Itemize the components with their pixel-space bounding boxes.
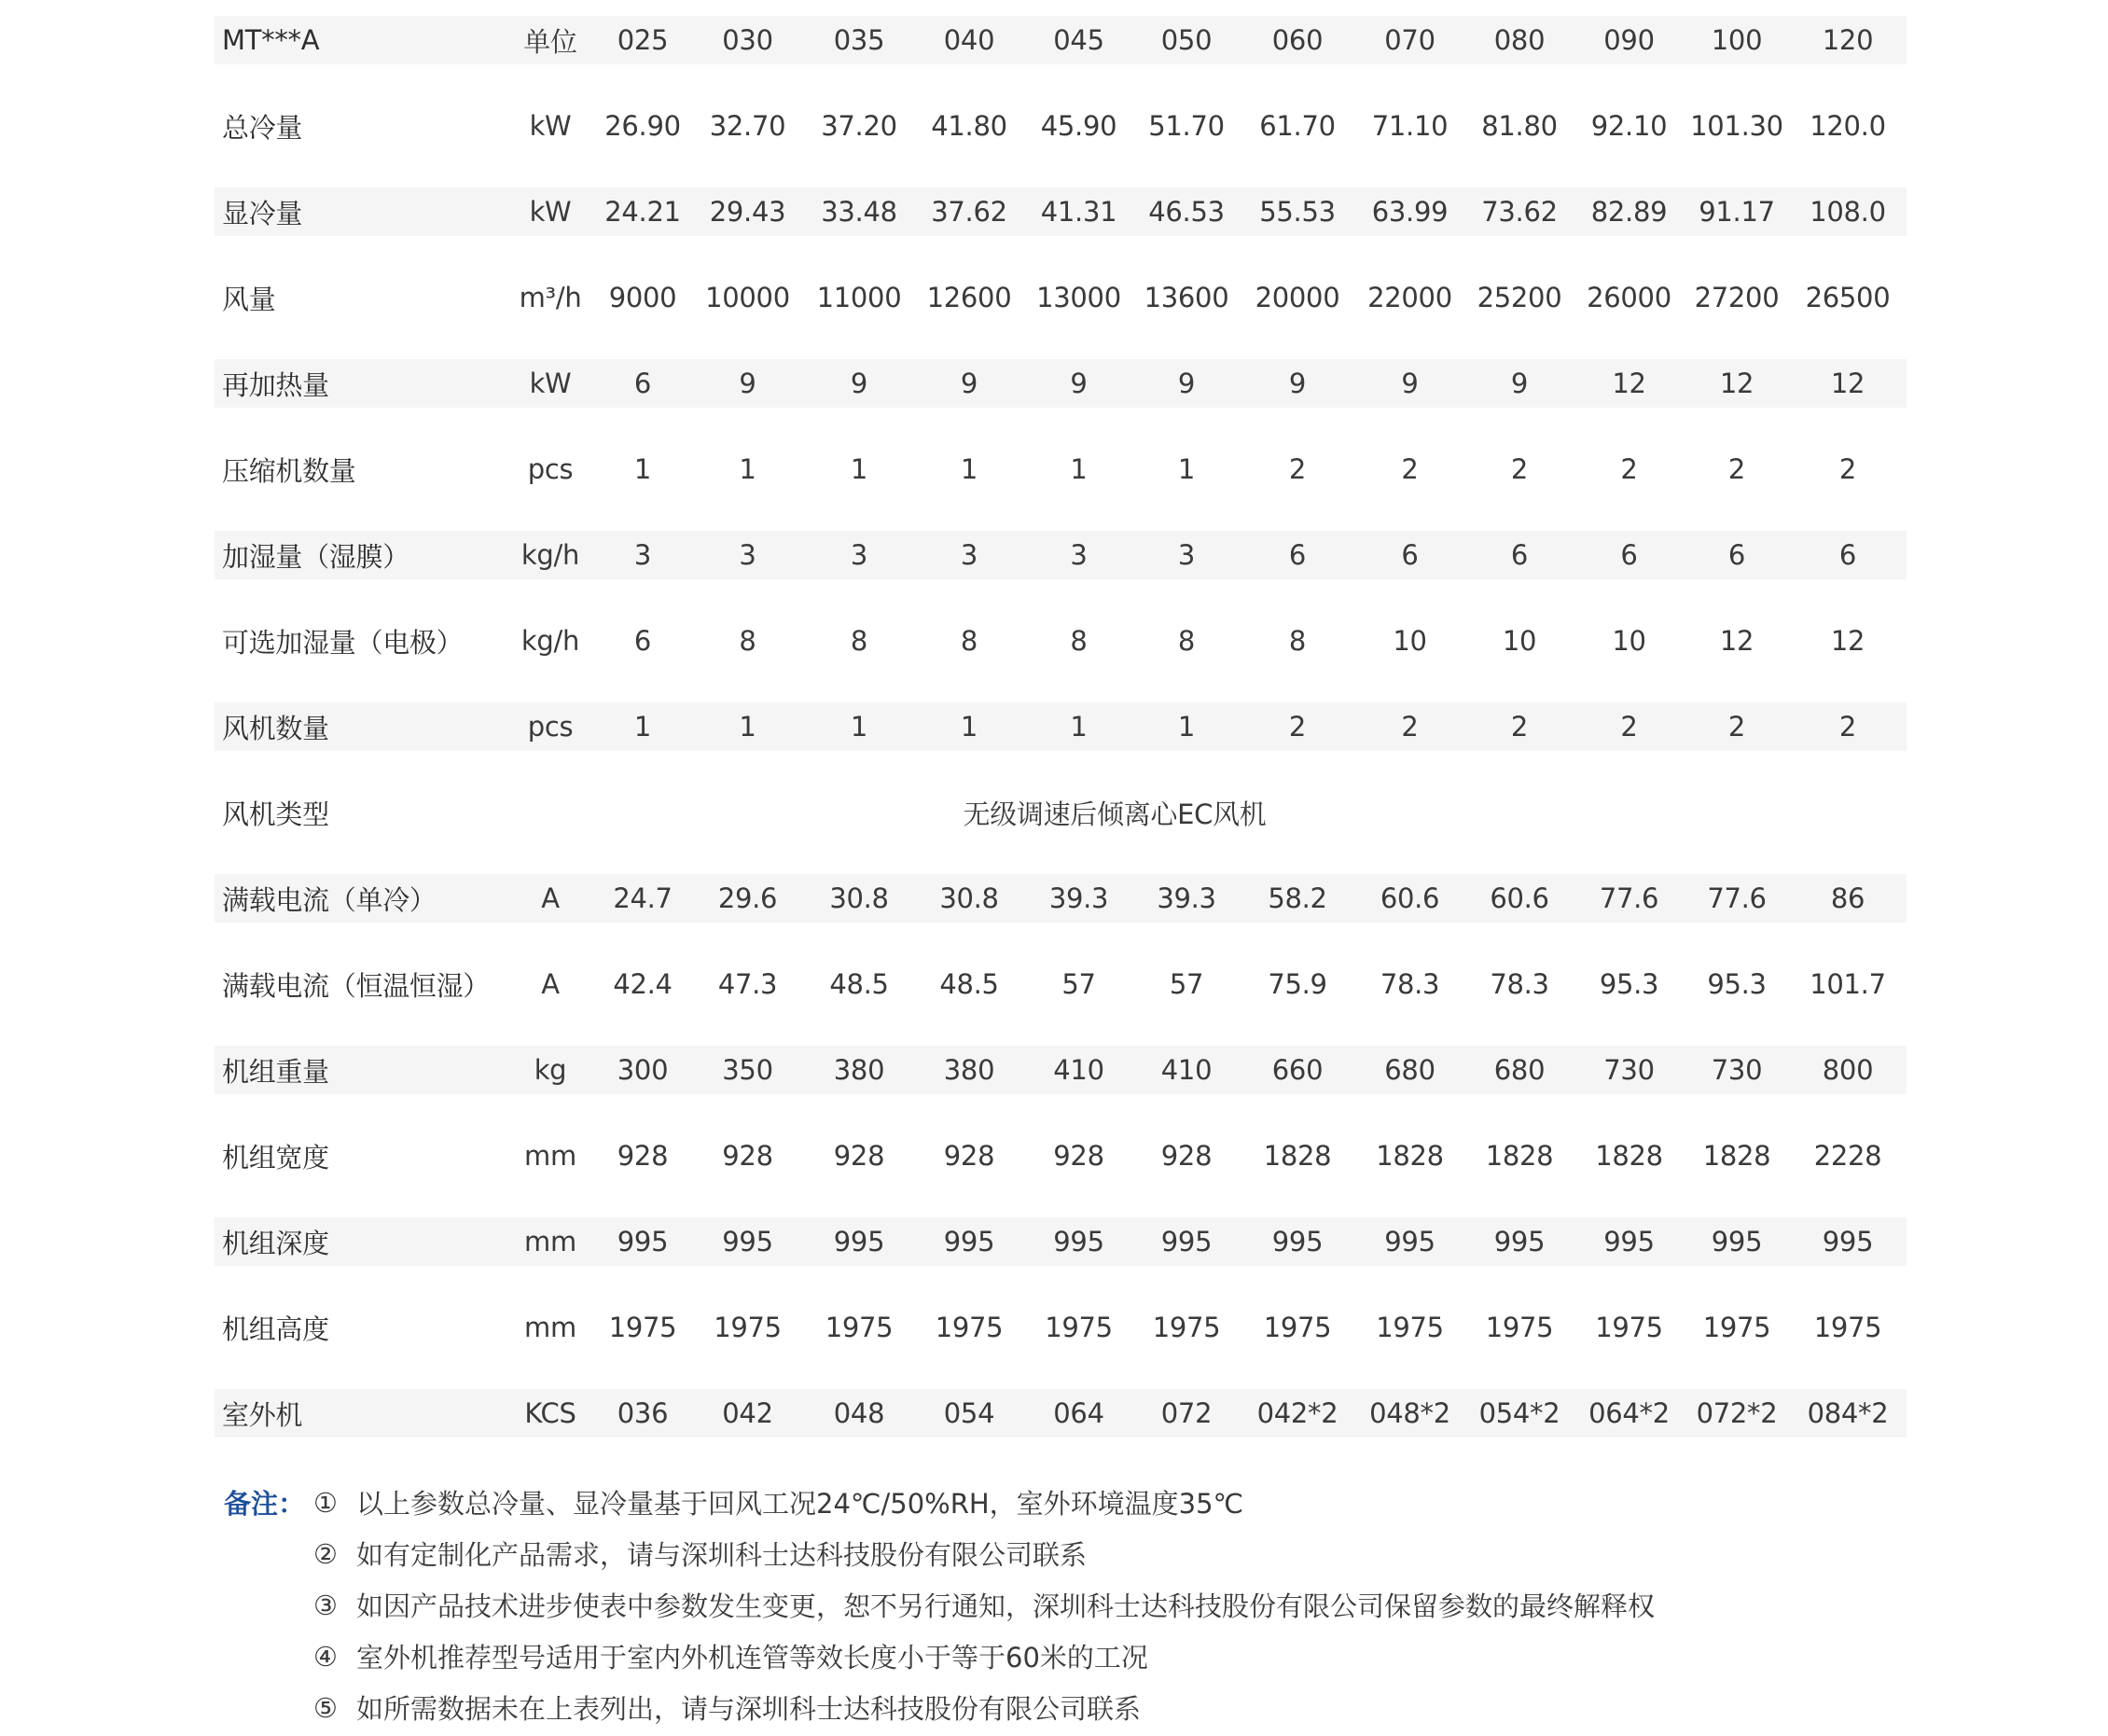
table-row [215, 273, 1907, 322]
row-unit: kW [529, 110, 572, 142]
note-item [224, 1477, 1655, 1528]
note-item [224, 1682, 1655, 1733]
table-cell: 730 [1711, 1054, 1763, 1086]
table-cell: 10 [1612, 625, 1646, 657]
header-model: 080 [1493, 24, 1546, 56]
header-model: 070 [1384, 24, 1435, 56]
table-cell: 800 [1822, 1054, 1874, 1086]
table-cell: 1975 [1045, 1312, 1113, 1343]
table-cell: 39.3 [1157, 882, 1216, 914]
table-cell: 2 [1401, 711, 1419, 743]
table-cell: 928 [943, 1140, 995, 1172]
note-text: 如所需数据未在上表列出，请与深圳科士达科技股份有限公司联系 [356, 1693, 1142, 1725]
note-number: ② [313, 1537, 338, 1570]
table-cell: 9000 [608, 282, 677, 313]
row-label: 可选加湿量（电极） [222, 626, 464, 659]
table-cell: 24.21 [604, 196, 681, 228]
table-cell: 1 [1177, 711, 1196, 743]
table-cell: 60.6 [1490, 882, 1549, 914]
table-cell: 2 [1288, 711, 1307, 743]
note-item [224, 1528, 1655, 1579]
table-cell: 8 [1177, 625, 1196, 657]
note-number: ① [313, 1486, 338, 1519]
table-cell: 995 [1711, 1226, 1763, 1257]
table-cell: 6 [1401, 539, 1419, 571]
table-cell: 1 [739, 711, 756, 743]
table-cell: 6 [633, 368, 652, 399]
table-cell: 6 [1727, 539, 1746, 571]
row-label: 机组深度 [222, 1227, 329, 1259]
table-cell: 680 [1384, 1054, 1435, 1086]
table-cell: 300 [617, 1054, 669, 1086]
row-unit: kg/h [520, 625, 580, 657]
table-cell: 101.30 [1690, 110, 1783, 142]
table-cell: 928 [833, 1140, 885, 1172]
table-cell: 29.6 [717, 882, 778, 914]
table-cell: 13000 [1036, 282, 1121, 313]
table-cell: 47.3 [717, 968, 778, 1000]
row-label: 加湿量（湿膜） [222, 540, 409, 573]
table-cell: 12 [1612, 368, 1646, 399]
table-cell: 660 [1271, 1054, 1324, 1086]
table-cell: 1975 [1485, 1312, 1554, 1343]
table-cell: 2 [1510, 711, 1529, 743]
table-cell: 995 [1384, 1226, 1435, 1257]
table-cell: 8 [739, 625, 756, 657]
table-row [215, 187, 1907, 236]
table-cell: 054 [943, 1397, 995, 1429]
table-cell: 2 [1727, 711, 1746, 743]
table-cell: 1975 [1152, 1312, 1221, 1343]
row-label: 机组宽度 [222, 1141, 329, 1174]
table-cell: 9 [1401, 368, 1419, 399]
note-item [224, 1631, 1655, 1682]
table-cell: 1828 [1702, 1140, 1771, 1172]
table-cell: 3 [960, 539, 978, 571]
table-cell: 1975 [825, 1312, 894, 1343]
table-cell: 928 [722, 1140, 773, 1172]
table-cell: 350 [722, 1054, 773, 1086]
table-cell: 6 [1620, 539, 1638, 571]
header-model: 035 [833, 24, 885, 56]
table-cell: 928 [617, 1140, 669, 1172]
table-cell: 064*2 [1588, 1397, 1670, 1429]
table-row [215, 445, 1907, 493]
table-cell: 995 [1493, 1226, 1546, 1257]
header-model: 025 [617, 24, 669, 56]
table-cell: 24.7 [613, 882, 673, 914]
table-row [215, 788, 1907, 837]
spec-table [215, 16, 1907, 1437]
row-label: 风量 [222, 283, 276, 315]
table-cell: 2 [1288, 453, 1307, 485]
table-cell: 8 [850, 625, 868, 657]
table-cell: 995 [943, 1226, 995, 1257]
row-unit: pcs [527, 453, 574, 485]
table-row [215, 1132, 1907, 1180]
table-cell: 9 [960, 368, 978, 399]
table-cell: 1828 [1263, 1140, 1332, 1172]
table-cell: 064 [1053, 1397, 1104, 1429]
table-cell: 91.17 [1699, 196, 1775, 228]
table-cell: 1 [739, 453, 756, 485]
table-cell: 6 [1838, 539, 1857, 571]
note-number: ④ [313, 1640, 338, 1673]
table-cell: 57 [1169, 968, 1204, 1000]
row-label: 满载电流（恒温恒湿） [222, 969, 491, 1002]
header-model: 045 [1053, 24, 1104, 56]
table-cell: 380 [833, 1054, 885, 1086]
table-cell: 95.3 [1707, 968, 1767, 1000]
header-model: 040 [943, 24, 995, 56]
table-cell: 1 [633, 711, 652, 743]
table-body [215, 102, 1907, 1437]
table-cell: 1975 [935, 1312, 1004, 1343]
table-cell: 48.5 [829, 968, 889, 1000]
row-label: 风机数量 [222, 712, 329, 744]
row-unit: mm [524, 1140, 576, 1172]
table-cell: 995 [722, 1226, 773, 1257]
row-unit: kW [529, 368, 572, 399]
table-cell: 928 [1160, 1140, 1213, 1172]
table-row [215, 702, 1907, 751]
table-row [215, 874, 1907, 923]
table-cell: 680 [1493, 1054, 1546, 1086]
table-cell: 8 [1288, 625, 1307, 657]
table-cell: 1 [850, 711, 868, 743]
header-model: 060 [1271, 24, 1324, 56]
row-unit: pcs [527, 711, 574, 743]
table-cell: 1 [633, 453, 652, 485]
row-unit: A [541, 968, 560, 1000]
header-unit: 单位 [523, 25, 577, 58]
table-cell: 3 [1070, 539, 1088, 571]
table-cell: 10 [1502, 625, 1537, 657]
table-cell: 2 [1401, 453, 1419, 485]
table-cell: 32.70 [709, 110, 786, 142]
table-cell: 928 [1053, 1140, 1104, 1172]
table-cell: 1975 [1702, 1312, 1771, 1343]
table-cell: 41.31 [1040, 196, 1117, 228]
table-cell: 1 [1177, 453, 1196, 485]
header-model: 100 [1711, 24, 1763, 56]
table-cell: 1975 [1595, 1312, 1663, 1343]
table-cell: 1 [850, 453, 868, 485]
table-cell: 75.9 [1268, 968, 1327, 1000]
note-text: 如因产品技术进步使表中参数发生变更，恕不另行通知，深圳科士达科技股份有限公司保留参数的最终解释权 [356, 1590, 1656, 1622]
table-cell: 8 [1070, 625, 1088, 657]
table-cell: 380 [943, 1054, 995, 1086]
table-cell: 2 [1838, 453, 1857, 485]
table-row [215, 102, 1907, 150]
table-cell: 042*2 [1256, 1397, 1338, 1429]
table-cell: 12 [1830, 368, 1865, 399]
table-cell: 46.53 [1148, 196, 1225, 228]
table-cell: 73.62 [1481, 196, 1558, 228]
row-label: 再加热量 [222, 368, 329, 401]
table-cell: 6 [633, 625, 652, 657]
table-cell: 995 [1160, 1226, 1213, 1257]
table-cell: 054*2 [1478, 1397, 1560, 1429]
table-cell: 41.80 [931, 110, 1007, 142]
table-cell: 048*2 [1369, 1397, 1450, 1429]
table-cell: 10 [1393, 625, 1427, 657]
table-cell: 3 [1177, 539, 1196, 571]
table-cell: 9 [739, 368, 756, 399]
table-cell: 27200 [1694, 282, 1780, 313]
row-label: 机组重量 [222, 1055, 329, 1088]
table-cell: 58.2 [1268, 882, 1327, 914]
table-cell: 30.8 [939, 882, 999, 914]
table-cell: 48.5 [939, 968, 999, 1000]
table-cell: 995 [1271, 1226, 1324, 1257]
table-cell: 1 [960, 711, 978, 743]
table-cell: 42.4 [613, 968, 673, 1000]
header-model: 090 [1603, 24, 1655, 56]
table-row [215, 1303, 1907, 1352]
table-cell: 072*2 [1696, 1397, 1778, 1429]
table-cell: 33.48 [821, 196, 897, 228]
table-cell: 3 [739, 539, 756, 571]
table-cell: 6 [1510, 539, 1529, 571]
row-label: 风机类型 [222, 798, 329, 830]
table-cell: 81.80 [1481, 110, 1558, 142]
table-cell: 63.99 [1371, 196, 1449, 228]
table-cell: 26500 [1805, 282, 1891, 313]
table-cell: 22000 [1367, 282, 1452, 313]
table-row [215, 1389, 1907, 1437]
table-cell: 1828 [1376, 1140, 1444, 1172]
table-cell: 12 [1830, 625, 1865, 657]
table-cell: 2228 [1813, 1140, 1882, 1172]
table-cell: 2 [1838, 711, 1857, 743]
table-cell: 730 [1603, 1054, 1655, 1086]
note-text: 如有定制化产品需求，请与深圳科士达科技股份有限公司联系 [356, 1539, 1088, 1571]
table-cell: 77.6 [1707, 882, 1767, 914]
note-text: 室外机推荐型号适用于室内外机连管等效长度小于等于60米的工况 [356, 1642, 1148, 1674]
table-cell: 12 [1719, 625, 1754, 657]
table-cell: 1828 [1485, 1140, 1554, 1172]
table-cell: 9 [1510, 368, 1529, 399]
row-unit: kW [529, 196, 572, 228]
table-cell: 1975 [1376, 1312, 1444, 1343]
row-unit: kg/h [520, 539, 580, 571]
table-cell: 995 [1822, 1226, 1874, 1257]
table-cell: 10000 [705, 282, 790, 313]
notes-list [224, 1477, 1655, 1733]
table-cell: 86 [1830, 882, 1865, 914]
notes-section [224, 1477, 1655, 1733]
row-unit: m³/h [519, 282, 582, 313]
table-cell: 1975 [608, 1312, 677, 1343]
header-model: 050 [1160, 24, 1213, 56]
table-cell: 29.43 [709, 196, 786, 228]
table-cell: 55.53 [1259, 196, 1336, 228]
table-cell: 57 [1061, 968, 1096, 1000]
table-cell: 9 [1177, 368, 1196, 399]
table-cell: 995 [1053, 1226, 1104, 1257]
table-cell: 1828 [1595, 1140, 1663, 1172]
note-text: 以上参数总冷量、显冷量基于回风工况24℃/50%RH，室外环境温度35℃ [356, 1488, 1244, 1520]
table-cell: 71.10 [1371, 110, 1449, 142]
table-row [215, 1217, 1907, 1266]
row-label: 总冷量 [222, 111, 303, 144]
note-number: ⑤ [313, 1691, 338, 1724]
table-cell: 120.0 [1810, 110, 1886, 142]
table-cell: 072 [1160, 1397, 1213, 1429]
table-cell: 25200 [1477, 282, 1562, 313]
table-cell: 82.89 [1590, 196, 1668, 228]
table-cell: 2 [1510, 453, 1529, 485]
table-row [215, 1046, 1907, 1094]
row-label: 机组高度 [222, 1312, 329, 1345]
table-header-row [215, 16, 1907, 64]
table-cell: 410 [1053, 1054, 1104, 1086]
table-row [215, 960, 1907, 1008]
table-cell: 1975 [1263, 1312, 1332, 1343]
table-cell: 6 [1288, 539, 1307, 571]
row-unit: KCS [524, 1397, 576, 1429]
table-cell: 26000 [1587, 282, 1671, 313]
table-cell: 995 [1603, 1226, 1655, 1257]
table-row [215, 359, 1907, 408]
table-cell: 78.3 [1380, 968, 1440, 1000]
table-cell: 1 [1070, 453, 1088, 485]
table-cell: 101.7 [1810, 968, 1886, 1000]
table-cell: 12 [1719, 368, 1754, 399]
table-cell: 37.62 [931, 196, 1007, 228]
table-cell: 9 [1288, 368, 1307, 399]
header-label: MT***A [222, 24, 320, 56]
row-label: 压缩机数量 [222, 454, 356, 487]
table-cell: 30.8 [829, 882, 889, 914]
table-cell: 2 [1727, 453, 1746, 485]
table-cell: 036 [617, 1397, 669, 1429]
header-model: 120 [1822, 24, 1874, 56]
table-cell: 77.6 [1599, 882, 1659, 914]
table-cell: 8 [960, 625, 978, 657]
table-cell: 084*2 [1807, 1397, 1889, 1429]
row-unit: A [541, 882, 560, 914]
table-cell: 048 [833, 1397, 885, 1429]
table-cell: 1975 [1813, 1312, 1882, 1343]
table-cell: 108.0 [1810, 196, 1886, 228]
table-cell: 51.70 [1148, 110, 1225, 142]
table-cell: 20000 [1255, 282, 1340, 313]
table-cell: 042 [722, 1397, 773, 1429]
note-item [224, 1579, 1655, 1631]
table-cell: 37.20 [821, 110, 897, 142]
table-row [215, 617, 1907, 665]
table-cell: 2 [1620, 453, 1638, 485]
table-cell: 995 [833, 1226, 885, 1257]
table-cell: 9 [850, 368, 868, 399]
table-cell: 9 [1070, 368, 1088, 399]
note-number: ③ [313, 1589, 338, 1621]
table-cell: 1 [1070, 711, 1088, 743]
table-cell: 13600 [1144, 282, 1229, 313]
table-cell: 61.70 [1259, 110, 1336, 142]
table-cell: 3 [850, 539, 868, 571]
row-label: 满载电流（单冷） [222, 883, 437, 916]
table-cell: 26.90 [604, 110, 681, 142]
table-cell: 3 [633, 539, 652, 571]
table-cell: 78.3 [1490, 968, 1549, 1000]
table-cell: 12600 [926, 282, 1012, 313]
row-label: 显冷量 [222, 197, 303, 229]
row-label: 室外机 [222, 1398, 303, 1431]
table-cell: 45.90 [1040, 110, 1117, 142]
table-cell: 1975 [714, 1312, 782, 1343]
table-cell: 410 [1160, 1054, 1213, 1086]
table-cell: 39.3 [1048, 882, 1109, 914]
table-cell: 2 [1620, 711, 1638, 743]
row-unit: mm [524, 1226, 576, 1257]
row-unit: mm [524, 1312, 576, 1343]
row-unit: kg [534, 1054, 567, 1086]
table-cell: 95.3 [1599, 968, 1659, 1000]
table-cell: 60.6 [1380, 882, 1440, 914]
table-cell: 11000 [816, 282, 902, 313]
notes-title: 备注： [224, 1488, 306, 1520]
table-cell: 995 [617, 1226, 669, 1257]
table-row [215, 531, 1907, 579]
header-model: 030 [722, 24, 773, 56]
row-span-value: 无级调速后倾离心EC风机 [963, 798, 1267, 830]
table-cell: 92.10 [1590, 110, 1668, 142]
table-cell: 1 [960, 453, 978, 485]
